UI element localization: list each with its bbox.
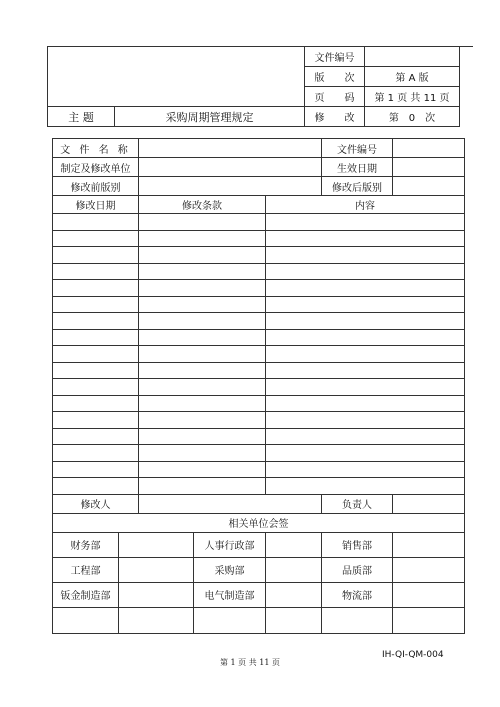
revision-clause-cell [139,280,266,297]
revision-date-cell [53,478,139,495]
subject-label: 主 题 [48,107,115,127]
sign-dept-label [194,607,266,633]
revision-content-cell [266,230,465,247]
after-version-value [393,177,465,196]
revision-clause-cell [139,428,266,445]
subject-value: 采购周期管理规定 [115,107,305,127]
document-code: IH-QI-QM-004 [382,650,444,660]
revision-row [53,296,465,313]
responsible-label: 负责人 [322,494,393,513]
revision-row [53,230,465,247]
revision-clause-cell [139,313,266,330]
file-no-label: 文件编号 [322,139,393,158]
maker-value [139,158,322,177]
sign-signature-cell [119,607,194,633]
revision-row [53,379,465,396]
revision-content-cell [266,296,465,313]
revision-clause-cell [139,263,266,280]
maker-label: 制定及修改单位 [53,158,139,177]
sign-dept-label [322,607,393,633]
revision-row [53,313,465,330]
sign-dept-label [53,607,119,633]
responsible-value [393,494,465,513]
revision-date-cell [53,313,139,330]
sign-signature-cell [393,582,465,607]
revision-content-cell [266,313,465,330]
revision-date-cell [53,379,139,396]
revision-clause-cell [139,412,266,429]
revision-clause-cell [139,296,266,313]
header-extension-line [459,46,473,47]
revision-date-cell [53,280,139,297]
sign-dept-label: 财务部 [53,532,119,557]
effective-date-label: 生效日期 [322,158,393,177]
modifier-value [139,494,322,513]
revision-content-cell [266,445,465,462]
revision-clause-cell [139,445,266,462]
sign-dept-label: 钣金制造部 [53,582,119,607]
sign-signature-cell [266,557,322,582]
sign-row [53,532,465,557]
sign-signature-cell [393,607,465,633]
revision-row [53,478,465,495]
sign-dept-label: 工程部 [53,557,119,582]
revision-clause-cell [139,379,266,396]
revision-clause-cell [139,461,266,478]
revision-content-cell [266,412,465,429]
sign-signature-cell [266,582,322,607]
sign-title: 相关单位会签 [53,513,465,532]
revision-content-cell [266,379,465,396]
version-label: 版 次 [305,67,365,87]
revision-date-cell [53,296,139,313]
revision-clause-cell [139,362,266,379]
revision-row [53,412,465,429]
revision-content-cell [266,329,465,346]
revision-row [53,247,465,264]
revision-date-cell [53,461,139,478]
sign-dept-label: 销售部 [322,532,393,557]
file-name-value [139,139,322,158]
revision-content-cell [266,362,465,379]
revision-rows [53,214,465,495]
revision-clause-cell [139,346,266,363]
revision-content-cell [266,214,465,231]
revision-date-cell [53,428,139,445]
before-version-value [139,177,322,196]
sign-rows [53,532,465,633]
revision-date-cell [53,445,139,462]
revision-date-cell [53,346,139,363]
revision-row [53,428,465,445]
revision-clause-cell [139,478,266,495]
revision-row [53,214,465,231]
revision-content-cell [266,247,465,264]
sign-signature-cell [393,557,465,582]
sign-row [53,607,465,633]
revision-date-cell [53,329,139,346]
col-header-date: 修改日期 [53,196,139,214]
sign-dept-label: 采购部 [194,557,266,582]
revision-clause-cell [139,214,266,231]
sign-signature-cell [119,582,194,607]
sign-row [53,557,465,582]
revision-date-cell [53,362,139,379]
revision-content-cell [266,395,465,412]
sign-signature-cell [393,532,465,557]
revision-date-cell [53,412,139,429]
header-blank-area [48,47,305,107]
revision-content-cell [266,478,465,495]
sign-dept-label: 品质部 [322,557,393,582]
effective-date-value [393,158,465,177]
sign-row [53,582,465,607]
col-header-clause: 修改条款 [139,196,266,214]
revision-date-cell [53,395,139,412]
revision-clause-cell [139,247,266,264]
revision-content-cell [266,346,465,363]
version-value: 第 A 版 [365,67,460,87]
col-header-content: 内容 [266,196,465,214]
revision-row [53,362,465,379]
sign-dept-label: 电气制造部 [194,582,266,607]
revision-form-table [52,138,465,634]
revision-clause-cell [139,395,266,412]
page-footer: 第 1 页 共 11 页 [220,658,280,667]
revision-row [53,329,465,346]
modifier-label: 修改人 [53,494,139,513]
doc-no-label: 文件编号 [305,47,365,67]
page-label: 页 码 [305,87,365,107]
revision-label: 修 改 [305,107,365,127]
revision-content-cell [266,280,465,297]
file-no-value [393,139,465,158]
revision-date-cell [53,230,139,247]
revision-row [53,395,465,412]
revision-date-cell [53,247,139,264]
revision-row [53,346,465,363]
revision-clause-cell [139,230,266,247]
revision-row [53,263,465,280]
before-version-label: 修改前版别 [53,177,139,196]
doc-no-value [365,47,460,67]
revision-content-cell [266,428,465,445]
revision-content-cell [266,263,465,280]
revision-value: 第 0 次 [365,107,460,127]
revision-row [53,461,465,478]
header-table [47,46,460,127]
page-value: 第 1 页 共 11 页 [365,87,460,107]
revision-row [53,280,465,297]
revision-date-cell [53,214,139,231]
revision-content-cell [266,461,465,478]
sign-signature-cell [119,532,194,557]
revision-row [53,445,465,462]
sign-signature-cell [119,557,194,582]
revision-date-cell [53,263,139,280]
sign-signature-cell [266,607,322,633]
file-name-label: 文 件 名 称 [53,139,139,158]
sign-signature-cell [266,532,322,557]
sign-dept-label: 物流部 [322,582,393,607]
revision-clause-cell [139,329,266,346]
sign-dept-label: 人事行政部 [194,532,266,557]
after-version-label: 修改后版别 [322,177,393,196]
